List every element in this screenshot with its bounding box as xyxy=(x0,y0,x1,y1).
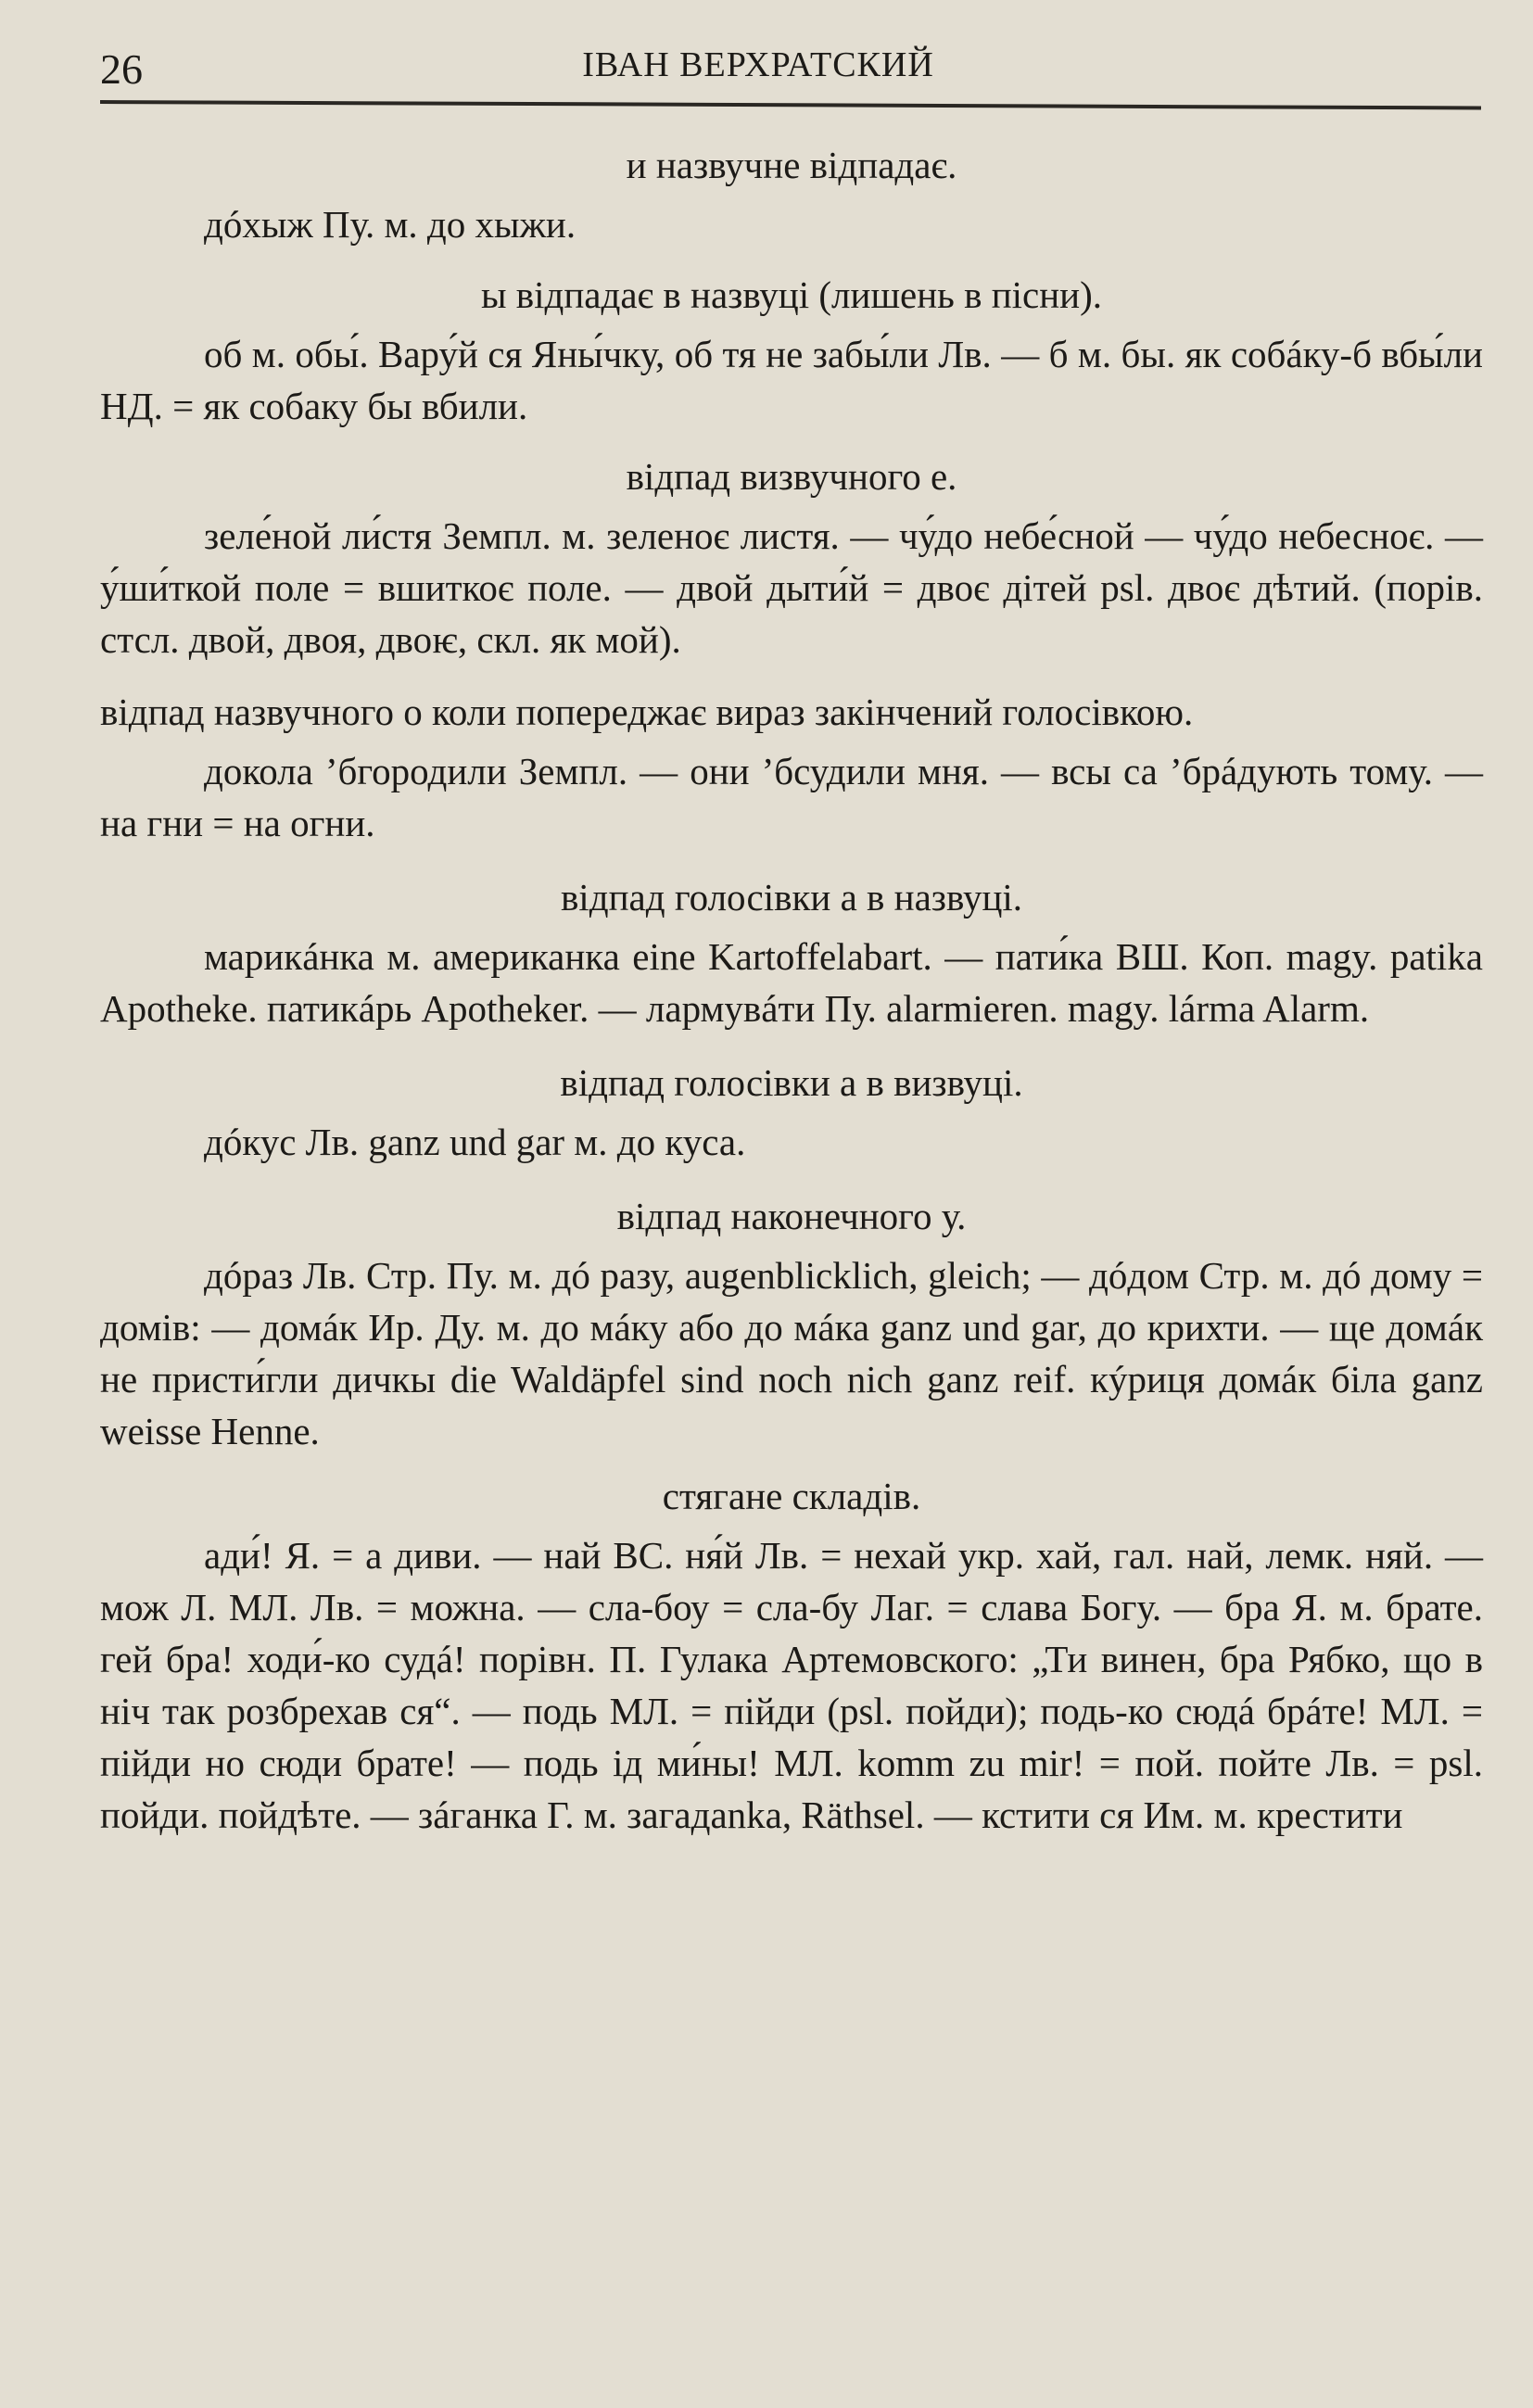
page-body xyxy=(100,139,1483,1841)
paragraph: дóраз Лв. Стр. Пу. м. дó разу, augenblicklich, gleich; — дóдом Стр. м. дó дому = домів: — домáк Ир. Ду. м. до мáку або до мáка ganz und gar, до крихти. — ще домáк не присти́гли дичкы die Waldäpfel sind noch nich ganz reif. кýриця домáк біла ganz weisse Henne. xyxy=(100,1254,1483,1452)
page-header xyxy=(100,37,1481,104)
section-heading: відпад наконечного у. xyxy=(616,1195,967,1237)
paragraph: ади́! Я. = а диви. — най ВС. ня́й Лв. = нехай укр. хай, гал. най, лемк. няй. — мож Л. МЛ. Лв. = можна. — сла-боу = сла-бу Лаг. = слава Богу. — бра Я. м. брате. гей бра! ходи́-ко судá! порівн. П. Гулака Артемовского: „Ти винен, бра Рябко, що в ніч так розбрехав ся“. — подь МЛ. = пійди (psl. пойди); подь-ко сюдá брáте! МЛ. = пійди но сюди брате! — подь ід ми́ны! МЛ. komm zu mir! = пой. пойте Лв. = psl. пойди. пойдѣте. — зáганка Г. м. загадanka, Räthsel. — кстити ся Им. м. крестити xyxy=(100,1534,1483,1836)
paragraph: зеле́ной ли́стя Земпл. м. зеленоє листя. — чу́до небе́сной — чу́до небесноє. — у́ши́ткой поле = вшиткоє поле. — двой дыти́й = двоє дітей psl. двоє дѣтий. (порів. стсл. двой, двоя, двоѥ, скл. як мой). xyxy=(100,514,1483,661)
section-heading: ы відпадає в назвуці (лишень в пісни). xyxy=(480,273,1103,316)
section-heading: стягане складів. xyxy=(662,1475,921,1517)
paragraph: об м. обы́. Вару́й ся Яны́чку, об тя не забы́ли Лв. — б м. бы. як собáку-б вбы́ли НД. = як собаку бы вбили. xyxy=(100,333,1483,427)
section-heading: відпад голосівки а в визвуці. xyxy=(560,1061,1023,1104)
paragraph: відпад назвучного о коли попереджає вираз закінчений голосівкою. xyxy=(100,691,1194,733)
section-heading: и назвучне відпадає. xyxy=(626,144,957,186)
section-heading: відпад визвучного е. xyxy=(626,455,957,498)
page-number: 26 xyxy=(100,45,143,93)
paragraph: дóкус Лв. ganz und gar м. до куса. xyxy=(204,1121,746,1163)
section-heading: відпад голосівки а в назвуці. xyxy=(560,876,1023,919)
paragraph: марикáнка м. американка eine Kartoffelabart. — пати́ка ВШ. Коп. magy. patika Apotheke. патикáрь Apotheker. — лармувáти Пу. alarmieren. magy. lárma Alarm. xyxy=(100,935,1483,1030)
running-head: ІВАН ВЕРХРАТСКИЙ xyxy=(582,45,934,84)
paragraph: докола ’бгородили Земпл. — они ’бсудили мня. — всы са ’брáдують тому. — на гни = на огни. xyxy=(100,750,1483,844)
paragraph: дóхыж Пу. м. до хыжи. xyxy=(204,203,576,246)
